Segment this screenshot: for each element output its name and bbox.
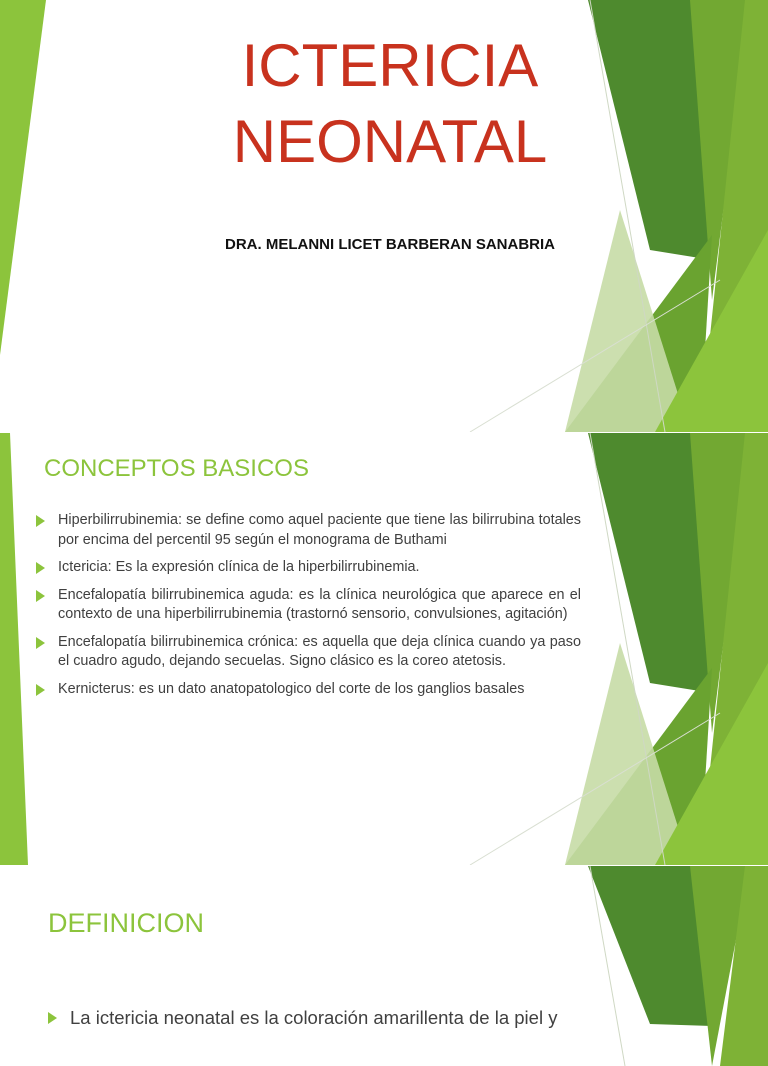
list-item-text: Hiperbilirrubinemia: se define como aquel paciente que tiene las bilirrubina totales por encima del percentil 95 según el monograma de Buthami xyxy=(58,512,581,548)
list-item-text: Ictericia: Es la expresión clínica de la hiperbilirrubinemia. xyxy=(58,559,420,575)
slide-conceptos xyxy=(0,433,768,865)
list-item-text: Encefalopatía bilirrubinemica crónica: es aquella que deja clínica cuando ya paso el cuadro agudo, dejando secuelas. Signo clásico es la coreo atetosis. xyxy=(58,633,581,669)
slide-title xyxy=(0,0,768,432)
triangle-right-icon xyxy=(36,684,45,696)
list-item-text: La ictericia neonatal es la coloración amarillenta de la piel y xyxy=(70,1007,558,1028)
list-item xyxy=(48,1006,593,1030)
list-item xyxy=(36,680,581,700)
decorative-shapes xyxy=(0,866,768,1066)
list-item xyxy=(36,511,581,550)
triangle-right-icon xyxy=(36,562,45,574)
slide-definicion xyxy=(0,866,768,1066)
section-heading: CONCEPTOS BASICOS xyxy=(44,455,309,482)
list-item xyxy=(36,633,581,672)
list-item xyxy=(36,586,581,625)
bullet-list xyxy=(36,511,581,707)
author-name: DRA. MELANNI LICET BARBERAN SANABRIA xyxy=(225,236,555,253)
section-heading: DEFINICION xyxy=(48,908,205,938)
triangle-right-icon xyxy=(36,637,45,649)
title-line-1: ICTERICIA xyxy=(241,32,539,99)
page-title xyxy=(150,28,630,180)
bullet-list xyxy=(48,1006,593,1030)
list-item-text: Kernicterus: es un dato anatopatologico del corte de los ganglios basales xyxy=(58,680,525,697)
triangle-right-icon xyxy=(36,515,45,527)
triangle-right-icon xyxy=(36,590,45,602)
triangle-right-icon xyxy=(48,1012,57,1024)
list-item-text: Encefalopatía bilirrubinemica aguda: es la clínica neurológica que aparece en el contexto de una hiperbilirrubinemia (trastornó sensorio, convulsiones, agitación) xyxy=(58,586,581,622)
title-line-2: NEONATAL xyxy=(232,108,548,175)
list-item xyxy=(36,558,581,578)
